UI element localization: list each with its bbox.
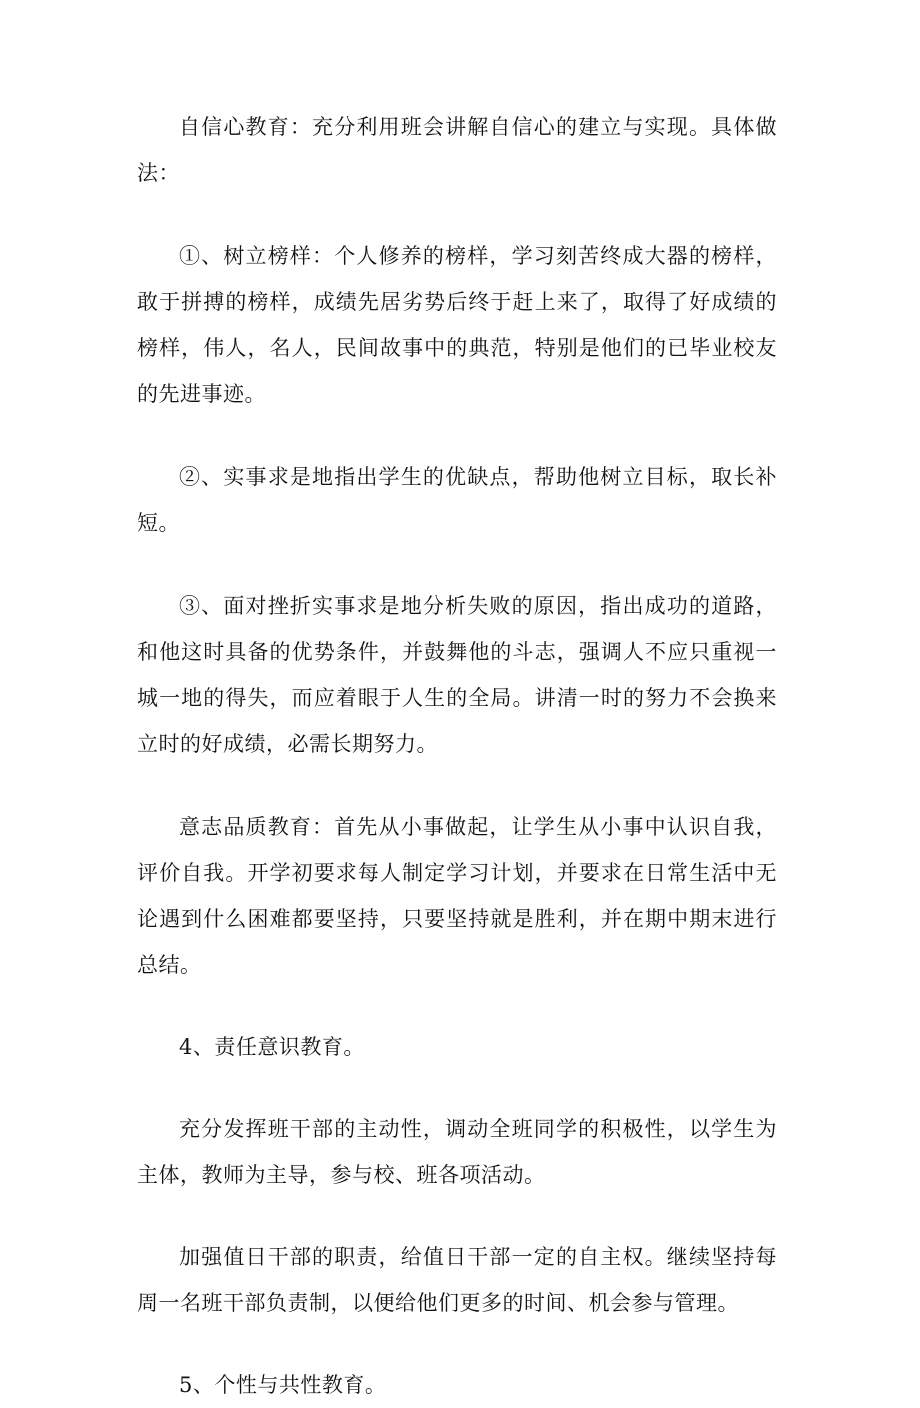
paragraph-class-cadres: 充分发挥班干部的主动性，调动全班同学的积极性，以学生为主体，教师为主导，参与校、班各项活动。 [137,1117,777,1187]
paragraph-strengths-weaknesses: ②、实事求是地指出学生的优缺点，帮助他树立目标，取长补短。 [137,465,777,535]
paragraph-facing-setbacks: ③、面对挫折实事求是地分析失败的原因，指出成功的道路，和他这时具备的优势条件，并鼓舞他的斗志，强调人不应只重视一城一地的得失，而应着眼于人生的全局。讲清一时的努力不会换来立时的好成绩，必需长期努力。 [137,594,777,756]
heading-individuality-education: 5、个性与共性教育。 [179,1373,387,1397]
paragraph-confidence-education: 自信心教育：充分利用班会讲解自信心的建立与实现。具体做法： [137,115,777,185]
paragraph-willpower-education: 意志品质教育：首先从小事做起，让学生从小事中认识自我，评价自我。开学初要求每人制定学习计划，并要求在日常生活中无论遇到什么困难都要坚持，只要坚持就是胜利，并在期中期末进行总结。 [137,815,777,977]
paragraph-duty-cadres: 加强值日干部的职责，给值日干部一定的自主权。继续坚持每周一名班干部负责制，以便给他们更多的时间、机会参与管理。 [137,1245,777,1315]
paragraph-role-model: ①、树立榜样：个人修养的榜样，学习刻苦终成大器的榜样，敢于拼搏的榜样，成绩先居劣势后终于赶上来了，取得了好成绩的榜样，伟人，名人，民间故事中的典范，特别是他们的已毕业校友的先进事迹。 [137,244,777,406]
document-body [137,104,777,1408]
heading-responsibility-education: 4、责任意识教育。 [179,1035,365,1059]
